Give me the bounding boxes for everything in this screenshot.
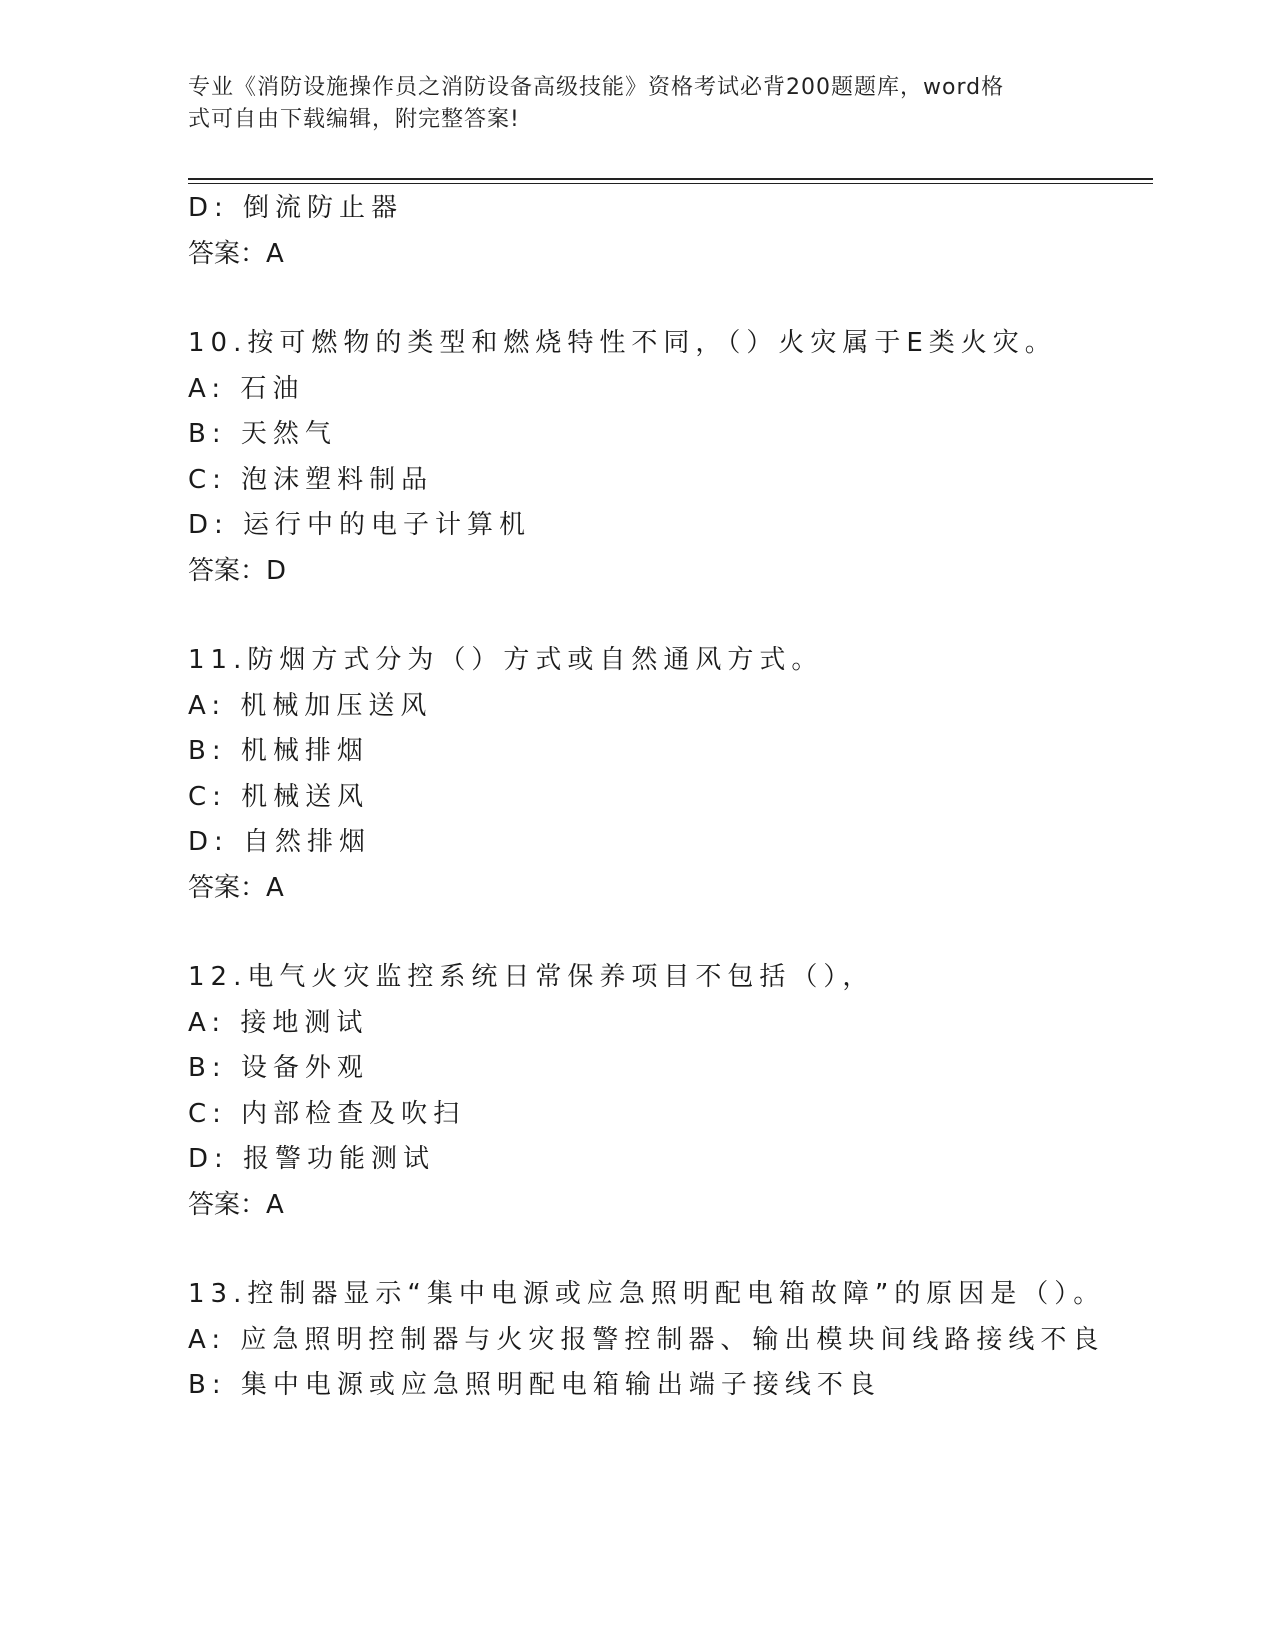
question-list bbox=[188, 186, 1148, 1409]
question-spacer bbox=[188, 594, 1148, 638]
question-block-12 bbox=[188, 955, 1148, 1228]
question-11-option-a: A: 机械加压送风 bbox=[188, 690, 433, 721]
question-block-9-tail bbox=[188, 186, 1148, 277]
question-11-answer: 答案：A bbox=[188, 872, 284, 903]
question-block-10 bbox=[188, 321, 1148, 594]
question-12-option-c: C: 内部检查及吹扫 bbox=[188, 1098, 466, 1129]
question-10-stem: 10.按可燃物的类型和燃烧特性不同，（）火灾属于E类火灾。 bbox=[188, 328, 1057, 358]
question-13-stem: 13.控制器显示“集中电源或应急照明配电箱故障”的原因是（）。 bbox=[188, 1279, 1106, 1309]
question-11-option-c: C: 机械送风 bbox=[188, 781, 370, 812]
question-11-option-d: D: 自然排烟 bbox=[188, 827, 372, 857]
question-spacer bbox=[188, 277, 1148, 321]
question-spacer bbox=[188, 1228, 1148, 1272]
question-11-stem: 11.防烟方式分为（）方式或自然通风方式。 bbox=[188, 645, 824, 675]
header-title-line-2: 式可自由下载编辑，附完整答案! bbox=[188, 107, 520, 132]
question-12-option-a: A: 接地测试 bbox=[188, 1007, 369, 1038]
question-12-option-b: B: 设备外观 bbox=[188, 1053, 369, 1083]
question-12-answer: 答案：A bbox=[188, 1189, 284, 1220]
document-header bbox=[188, 72, 1078, 136]
question-block-13 bbox=[188, 1272, 1148, 1409]
question-10-option-b: B: 天然气 bbox=[188, 419, 337, 449]
question-10-option-d: D: 运行中的电子计算机 bbox=[188, 510, 532, 540]
question-9-option-d: D: 倒流防止器 bbox=[188, 193, 404, 223]
header-divider-thin bbox=[188, 183, 1153, 184]
header-title-line-1: 专业《消防设施操作员之消防设备高级技能》资格考试必背200题题库，word格 bbox=[188, 75, 1005, 100]
question-13-option-a: A: 应急照明控制器与火灾报警控制器、输出模块间线路接线不良 bbox=[188, 1324, 1105, 1355]
question-10-answer: 答案：D bbox=[188, 555, 287, 586]
question-13-option-b: B: 集中电源或应急照明配电箱输出端子接线不良 bbox=[188, 1370, 881, 1400]
question-10-option-c: C: 泡沫塑料制品 bbox=[188, 464, 434, 495]
question-block-11 bbox=[188, 638, 1148, 911]
question-spacer bbox=[188, 911, 1148, 955]
question-12-stem: 12.电气火灾监控系统日常保养项目不包括（）， bbox=[188, 962, 875, 992]
question-9-answer: 答案：A bbox=[188, 238, 284, 269]
question-11-option-b: B: 机械排烟 bbox=[188, 736, 369, 766]
question-10-option-a: A: 石油 bbox=[188, 373, 305, 404]
header-divider-thick bbox=[188, 178, 1153, 180]
question-12-option-d: D: 报警功能测试 bbox=[188, 1144, 436, 1174]
